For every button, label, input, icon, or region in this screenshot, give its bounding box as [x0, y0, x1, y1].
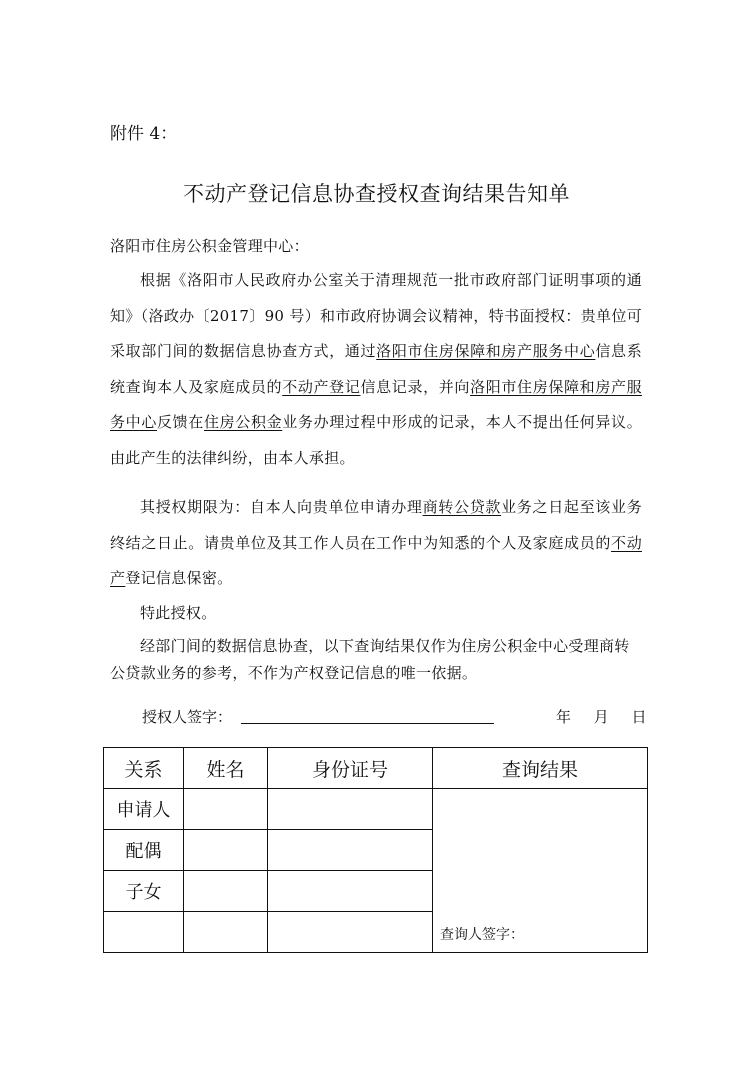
p2-text-1: 其授权期限为：自本人向贵单位申请办理 — [140, 498, 423, 516]
id-number-cell[interactable] — [268, 789, 433, 830]
query-note-paragraph: 经部门间的数据信息协查，以下查询结果仅作为住房公积金中心受理商转公贷款业务的参考，不作为产权登记信息的唯一依据。 — [110, 637, 630, 682]
name-cell[interactable] — [184, 871, 268, 912]
header-name: 姓名 — [184, 748, 268, 789]
id-number-cell[interactable] — [268, 830, 433, 871]
table-header-row — [104, 748, 648, 789]
header-id-number: 身份证号 — [268, 748, 433, 789]
p1-text-3: 信息记录，并向 — [360, 377, 471, 396]
p1-underlined-4: 住房公积金 — [203, 413, 283, 431]
p2-text-2: 业务之日起至该业务终结之日止。请贵单位及其工作人员在工作中为知悉的个人及家庭成员的 — [110, 498, 642, 552]
name-cell[interactable] — [184, 830, 268, 871]
table-row — [104, 789, 648, 830]
relation-cell: 配偶 — [104, 830, 184, 871]
signature-line[interactable] — [241, 723, 494, 724]
p1-text-5: 业务办理过程中形成的记录，本人不提出任何异议。由此产生的法律纠纷，由本人承担。 — [110, 413, 643, 467]
p2-underlined-2: 不动产 — [110, 533, 642, 587]
relation-cell: 申请人 — [104, 789, 184, 830]
p1-text-1: 根据《洛阳市人民政府办公室关于清理规范一批市政府部门证明事项的通知》（洛政办〔2017〕90 号）和市政府协调会议精神，特书面授权：贵单位可采取部门间的数据信息协查方式，通过 — [110, 271, 642, 360]
page-title: 不动产登记信息协查授权查询结果告知单 — [183, 182, 570, 206]
signature-label: 授权人签字： — [142, 708, 233, 726]
query-result-table — [103, 747, 648, 953]
p2-text-3: 登记信息保密。 — [125, 569, 233, 587]
authorization-period-paragraph — [110, 490, 642, 597]
name-cell[interactable] — [184, 789, 268, 830]
authorization-paragraph — [110, 263, 642, 476]
query-result-cell[interactable] — [433, 789, 648, 953]
addressee: 洛阳市住房公积金管理中心： — [110, 237, 309, 255]
id-number-cell[interactable] — [268, 871, 433, 912]
relation-cell[interactable] — [104, 912, 184, 953]
relation-cell: 子女 — [104, 871, 184, 912]
p1-text-2: 信息系统查询本人及家庭成员的 — [110, 342, 642, 396]
p1-underlined-1: 洛阳市住房保障和房产服务中心 — [376, 342, 596, 360]
header-relation: 关系 — [104, 748, 184, 789]
hereby-authorize: 特此授权。 — [140, 604, 217, 622]
p1-text-4: 反馈在 — [156, 413, 204, 431]
attachment-label: 附件 4： — [110, 124, 178, 144]
id-number-cell[interactable] — [268, 912, 433, 953]
date-label: 年 月 日 — [556, 708, 647, 726]
p1-underlined-2: 不动产登记 — [282, 377, 361, 396]
p1-underlined-3: 洛阳市住房保障和房产服务中心 — [110, 377, 642, 431]
header-query-result: 查询结果 — [433, 748, 648, 789]
p2-underlined-1: 商转公贷款 — [422, 498, 502, 516]
query-signature-label: 查询人签字： — [440, 927, 524, 943]
name-cell[interactable] — [184, 912, 268, 953]
